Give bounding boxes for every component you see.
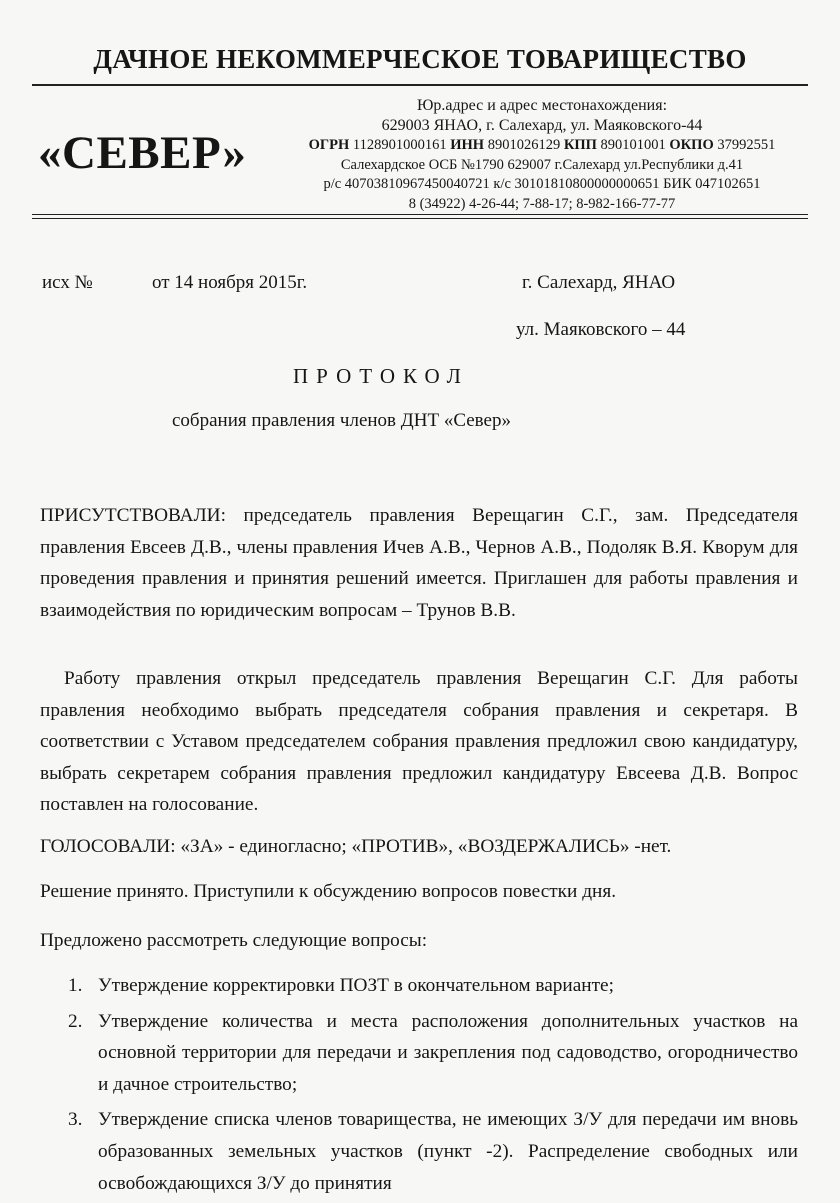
phone-numbers: 8 (34922) 4-26-44; 7-88-17; 8-982-166-77-77	[408, 195, 676, 212]
list-item-text: Утверждение корректировки ПОЗТ в окончательном варианте;	[98, 975, 614, 996]
org-title: ДАЧНОЕ НЕКОММЕРЧЕСКОЕ ТОВАРИЩЕСТВО	[93, 44, 747, 74]
address-label: Юр.адрес и адрес местонахождения:	[416, 97, 668, 114]
bank-info: Салехардское ОСБ №1790 629007 г.Салехард ул.Республики д.41	[340, 156, 744, 173]
opening-paragraph: Работу правления открыл председатель правления Верещагин С.Г. Для работы правления необходимо выбрать председателя собрания правления и секретаря. В соответствии с Уставом председателем собрания правления предложил свою кандидатуру, выбрать секретарем собрания правления предложил кандидатуру Евсеева Д.В. Вопрос поставлен на голосование.	[40, 668, 798, 816]
decision-line: Решение принято. Приступили к обсуждению вопросов повестки дня.	[40, 881, 617, 902]
inn-label: ИНН	[450, 137, 485, 153]
list-item-number: 3.	[68, 1109, 83, 1131]
org-requisites	[262, 96, 822, 214]
document-city: г. Салехард, ЯНАО	[522, 272, 676, 293]
ogrn-label: ОГРН	[308, 137, 350, 153]
list-item-text: Утверждение количества и места расположения дополнительных участков на основной территории для передачи и закрепления под садоводство, огородничество и дачное строительство;	[98, 1010, 798, 1095]
header-rule-top	[32, 84, 808, 86]
org-brand-name: «СЕВЕР»	[38, 127, 247, 179]
vote-result: ГОЛОСОВАЛИ: «ЗА» - единогласно; «ПРОТИВ», «ВОЗДЕРЖАЛИСЬ» -нет.	[40, 836, 672, 857]
list-item-text: Утверждение списка членов товарищества, не имеющих З/У для передачи им вновь образованных земельных участков (пункт -2). Распределение свободных или освобождающихся З/У до принятия	[98, 1109, 798, 1194]
list-item-number: 2.	[68, 1010, 83, 1032]
proposed-intro: Предложено рассмотреть следующие вопросы:	[40, 930, 428, 951]
document-date: от 14 ноября 2015г.	[152, 272, 308, 293]
ogrn-value: 1128901000161	[352, 137, 447, 153]
list-item	[40, 1006, 798, 1101]
address: 629003 ЯНАО, г. Салехард, ул. Маяковского-44	[381, 117, 703, 134]
okpo-label: ОКПО	[669, 137, 714, 153]
header-rule-bottom-1	[32, 214, 808, 215]
attendees-paragraph: ПРИСУТСТВОВАЛИ: председатель правления Верещагин С.Г., зам. Председателя правления Евсеев Д.В., члены правления Ичев А.В., Чернов А.В., Подоляк В.Я. Кворум для проведения правления и принятия решений имеется. Приглашен для работы правления и взаимодействия по юридическим вопросам – Трунов В.В.	[40, 505, 798, 621]
registration-codes	[262, 136, 822, 156]
bank-accounts: р/с 40703810967450040721 к/с 30101810800000000651 БИК 047102651	[323, 176, 761, 192]
list-item-number: 1.	[68, 975, 83, 996]
document-title: ПРОТОКОЛ	[293, 364, 469, 388]
inn-value: 8901026129	[487, 137, 561, 153]
list-item	[40, 970, 798, 1002]
kpp-value: 890101001	[600, 137, 666, 153]
list-item	[40, 1104, 798, 1199]
header-rule-bottom-2	[32, 218, 808, 219]
kpp-label: КПП	[563, 137, 597, 153]
document-street: ул. Маяковского – 44	[516, 319, 686, 340]
document-subtitle: собрания правления членов ДНТ «Север»	[172, 410, 511, 431]
agenda-list	[40, 970, 798, 1203]
okpo-value: 37992551	[717, 137, 776, 153]
outgoing-number: исх №	[42, 272, 93, 293]
